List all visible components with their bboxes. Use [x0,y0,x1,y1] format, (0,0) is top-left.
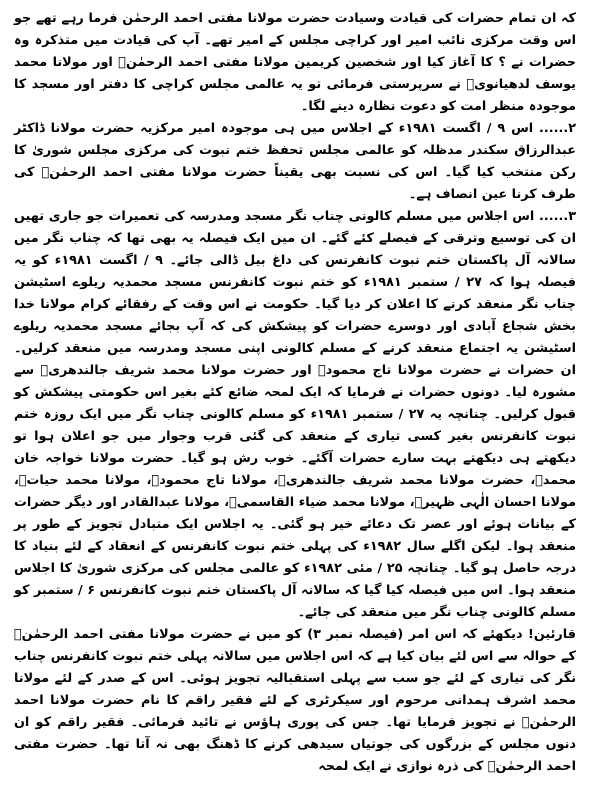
paragraph-leaders-of-karachi-majlis: کہ ان تمام حضرات کی قیادت وسیادت حضرت مولانا مفتی احمد الرحمٰن فرما رہے تھے جو اس وقت مرکزی نائب امیر اور کراچی مجلس کے امیر تھے۔ آپ کی قیادت میں متذکرہ وہ حضرات نے ؟ کا آغاز کیا اور شخصین کریمین مولانا مفتی احمد الرحمٰنؒ اور مولانا محمد یوسف لدھیانویؒ نے سرپرستی فرمائی تو یہ عالمی مجلس کراچی کا دفتر اور مسجد کا موجودہ منظر امت کو دعوت نظارہ دینے لگا۔ [14,11,576,114]
paragraph-point-2-shura-membership: ۲...... اس ۹ / اگست ۱۹۸۱ء کے اجلاس میں ہی موجودہ امیر مرکزیہ حضرت مولانا ڈاکٹر عبدالرزاق سکندر مدظلہ کو عالمی مجلس تحفظ ختم نبوت کی مرکزی مجلس شوریٰ کا رکن منتخب کیا گیا۔ اس کی نسبت بھی یقیناً حضرت مولانا مفتی احمد الرحمٰنؒ کی طرف کرنا عین انصاف ہے۔ [14,121,576,202]
paragraph-readers-note: قارئین! دیکھئے کہ اس امر (فیصلہ نمبر ۳) کو میں نے حضرت مولانا مفتی احمد الرحمٰنؒ کے حوالہ سے اس لئے بیان کیا ہے کہ اس اجلاس میں سالانہ پہلی ختم نبوت کانفرنس چناب نگر کی تیاری کے لئے جو سب سے پہلی استقبالیہ تجویز ہوئی۔ اس کے صدر کے لئے مولانا محمد اشرف ہمدانی مرحوم اور سیکرٹری کے لئے فقیر راقم کا نام حضرت مولانا احمد الرحمٰنؒ نے تجویز فرمایا تھا۔ جس کی پوری ہاؤس نے تائید فرمائی۔ فقیر راقم کو ان دنوں مجلس کے بزرگوں کی جوتیاں سیدھی کرنے کا ڈھنگ بھی نہ آتا تھا۔ حضرت مفتی احمد الرحمٰنؒ کی ذرہ نوازی نے ایک لمحہ [14,627,576,774]
paragraph-point-3-chenab-nagar-conference: ۳...... اس اجلاس میں مسلم کالونی چناب نگر مسجد ومدرسہ کی تعمیرات جو جاری تھیں ان کی توسیع وترقی کے فیصلے کئے گئے۔ ان میں ایک فیصلہ یہ بھی تھا کہ چناب نگر میں سالانہ آل پاکستان ختم نبوت کانفرنس کی داغ بیل ڈالی جائے۔ ۹ / اگست ۱۹۸۱ء کو یہ فیصلہ ہوا کہ ۲۷ / ستمبر ۱۹۸۱ء کو ختم نبوت کانفرنس مسجد محمدیہ ریلوے اسٹیشن چناب نگر منعقد کرنے کا اعلان کر دیا گیا۔ حکومت نے اس وقت کے رفقائے کرام مولانا خدا بخش شجاع آبادی اور دوسرے حضرات کو پیشکش کی کہ آپ بجائے مسجد محمدیہ ریلوے اسٹیشن یہ اجتماع منعقد کرنے کے مسلم کالونی اپنی مسجد ومدرسہ میں منعقد کرلیں۔ ان حضرات نے حضرت مولانا تاج محمودؒ اور حضرت مولانا محمد شریف جالندھریؒ سے مشورہ لیا۔ دونوں حضرات نے فرمایا کہ ایک لمحہ ضائع کئے بغیر اس حکومتی پیشکش کو قبول کرلیں۔ چنانچہ یہ ۲۷ / ستمبر ۱۹۸۱ء کو مسلم کالونی چناب نگر میں ایک روزہ ختم نبوت کانفرنس بغیر کسی تیاری کے منعقد کی گئی قرب وجوار میں جو اعلان ہوا تو دیکھتے ہی دیکھتے بہت سارے حضرات آگئے۔ خوب رش ہو گیا۔ حضرت مولانا خواجہ خان محمدؒ، حضرت مولانا محمد شریف جالندھریؒ، مولانا تاج محمودؒ، مولانا محمد حیاتؒ، مولانا احسان الٰہی ظہیرؒ، مولانا محمد ضیاء القاسمیؒ، مولانا عبدالقادر اور دیگر حضرات کے بیانات ہوئے اور عصر تک دعائے خیر ہو گئی۔ یہ اجلاس ایک متبادل تجویز کے طور پر منعقد ہوا۔ لیکن اگلے سال ۱۹۸۲ء کی پہلی ختم نبوت کانفرنس کے انعقاد کے لئے بنیاد کا درجہ حاصل ہو گیا۔ چنانچہ ۲۵ / مئی ۱۹۸۲ء کو عالمی مجلس کی مرکزی شوریٰ کا اجلاس منعقد ہوا۔ اس میں فیصلہ کیا گیا کہ سالانہ آل پاکستان ختم نبوت کانفرنس ۶ / ستمبر کو مسلم کالونی چناب نگر میں منعقد کی جائے۔ [14,209,577,620]
